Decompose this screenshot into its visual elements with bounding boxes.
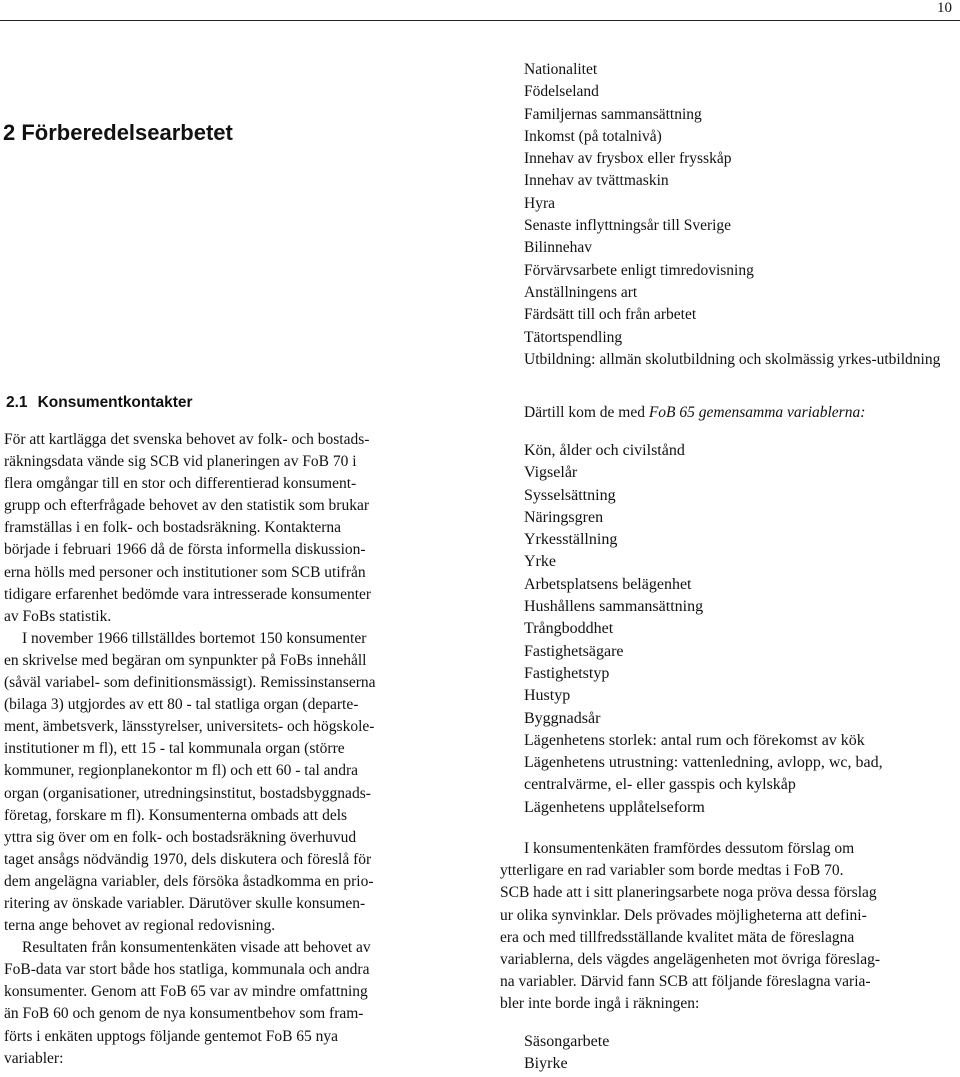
page-number: 10 [937, 0, 952, 16]
text-line: en skrivelse med begäran om synpunkter på FoBs innehåll [4, 651, 367, 669]
text-line: framställas i en folk- och bostadsräkning. Kontakterna [4, 519, 342, 537]
list-item: Senaste inflyttningsår till Sverige [524, 217, 732, 235]
text-line: flera omgångar till en stor och differentierad konsument- [4, 475, 357, 493]
text-line: ur olika synvinklar. Dels prövades möjligheterna att defini- [500, 906, 867, 924]
text-line: än FoB 60 och genom de nya konsumentbehov som fram- [4, 1005, 364, 1023]
list-item: Fastighetsägare [524, 642, 624, 660]
list-item: Näringsgren [524, 508, 604, 526]
text-line: av FoBs statistik. [4, 607, 112, 625]
text-line: ritering av önskade variabler. Därutöver skulle konsumen- [4, 894, 366, 912]
list-item: Säsongarbete [524, 1033, 610, 1050]
list-item: Innehav av tvättmaskin [524, 172, 669, 190]
intro-lead: Därtill kom de med [524, 404, 649, 421]
proposals-paragraph [500, 838, 952, 1016]
section-number: 2.1 [6, 394, 28, 411]
text-line: (såväl variabel- som definitionsmässigt). Remissinstanserna [4, 674, 376, 692]
text-line: bler inte borde ingå i räkningen: [500, 995, 700, 1013]
list-item: Familjernas sammansättning [524, 105, 702, 123]
list-item: Yrke [524, 553, 556, 571]
text-line: började i februari 1966 då de första informella diskussion- [4, 541, 366, 559]
text-line: förts i enkäten upptogs följande gentemot FoB 65 nya [4, 1027, 339, 1045]
list-item: Fastighetstyp [524, 664, 610, 682]
list-item: Anställningens art [524, 283, 638, 301]
variables-list-new [524, 59, 956, 370]
list-item: Arbetsplatsens belägenhet [524, 575, 692, 593]
list-item: Innehav av frysbox eller frysskåp [524, 150, 732, 168]
section-heading [6, 394, 193, 412]
list-item: Hyra [524, 194, 555, 212]
paragraph-3 [4, 937, 456, 1070]
text-line: variablerna, dels vägdes angelägenheten mot övriga föreslag- [500, 951, 881, 969]
common-variables-list [524, 440, 883, 819]
text-line: era och med tillfredsställande kvalitet mäta de föreslagna [500, 928, 855, 946]
list-item: Sysselsättning [524, 486, 616, 504]
text-line: konsumenter. Genom att FoB 65 var av mindre omfattning [4, 983, 368, 1001]
list-item: Bilinnehav [524, 239, 593, 257]
list-item: Yrkesställning [524, 531, 618, 549]
header-rule [0, 20, 960, 21]
list-item: Vigselår [524, 464, 578, 482]
text-line: I konsumentenkäten framfördes dessutom förslag om [524, 840, 855, 857]
list-item: Byggnadsår [524, 709, 601, 727]
text-line: yttra sig över om en folk- och bostadsräkning överhuvud [4, 828, 357, 846]
paragraph-1 [4, 429, 456, 628]
left-column [4, 429, 456, 1070]
common-variables-intro [524, 404, 865, 422]
list-item: Födelseland [524, 83, 599, 101]
text-line: grupp och efterfrågade behovet av den statistik som brukar [4, 497, 369, 515]
variable-list [524, 59, 956, 370]
text-line: Resultaten från konsumentenkäten visade att behovet av [22, 939, 371, 957]
list-item: Nationalitet [524, 61, 598, 78]
text-line: SCB hade att i sitt planeringsarbete noga pröva dessa förslag [500, 884, 877, 902]
list-item: centralvärme, el- eller gasspis och kylskåp [524, 776, 796, 794]
list-item: Färdsätt till och från arbetet [524, 306, 697, 324]
paragraph-2 [4, 628, 456, 937]
text-line: ment, ämbetsverk, länsstyrelser, universitets- och högskole- [4, 718, 375, 736]
text-line: räkningsdata vände sig SCB vid planeringen av FoB 70 i [4, 453, 357, 471]
text-line: ytterligare en rad variabler som borde medtas i FoB 70. [500, 862, 844, 880]
list-item: Hustyp [524, 687, 571, 705]
text-line: kommuner, regionplanekontor m fl) och ett 60 - tal andra [4, 762, 359, 780]
chapter-title: 2 Förberedelsearbetet [3, 120, 233, 145]
text-line: I november 1966 tillställdes bortemot 150 konsumenter [22, 629, 367, 647]
list-item: Hushållens sammansättning [524, 598, 704, 616]
text-line: dem angelägna variabler, dels försöka åstadkomma en prio- [4, 872, 374, 890]
intro-emphasis: FoB 65 gemensamma variablerna: [648, 404, 866, 421]
text-line: na variabler. Därvid fann SCB att följande föreslagna varia- [500, 973, 871, 991]
text-line: (bilaga 3) utgjordes av ett 80 - tal statliga organ (departe- [4, 696, 359, 714]
excluded-variables-list [524, 1031, 609, 1076]
list-item: Lägenhetens storlek: antal rum och förekomst av kök [524, 731, 865, 749]
list-item: Tätortspendling [524, 328, 623, 346]
text-line: taget ansågs nödvändig 1970, dels diskutera och föreslå för [4, 850, 372, 868]
list-item: Biyrke [524, 1055, 568, 1073]
text-line: erna hölls med personer och institutioner som SCB utifrån [4, 563, 366, 581]
list-item: Utbildning: allmän skolutbildning och skolmässig yrkes-utbildning [524, 350, 941, 368]
text-line: För att kartlägga det svenska behovet av folk- och bostads- [4, 431, 370, 448]
text-line: organ (organisationer, utredningsinstitut, bostadsbyggnads- [4, 784, 371, 802]
text-line: FoB-data var stort både hos statliga, kommunala och andra [4, 961, 370, 979]
section-title: Konsumentkontakter [37, 394, 193, 411]
list-item: Lägenhetens upplåtelseform [524, 798, 705, 816]
list-item: Inkomst (på totalnivå) [524, 127, 662, 145]
text-line: variabler: [4, 1049, 64, 1067]
text-line: institutioner m fl), ett 15 - tal kommunala organ (större [4, 740, 345, 758]
list-item: Förvärvsarbete enligt timredovisning [524, 261, 754, 279]
text-line: företag, forskare m fl). Konsumenterna ombads att dels [4, 806, 348, 824]
list-item: Lägenhetens utrustning: vattenledning, avlopp, wc, bad, [524, 754, 883, 772]
text-line: tidigare erfarenhet bedömde vara intresserade konsumenter [4, 585, 372, 603]
list-item: Trångboddhet [524, 620, 614, 638]
text-line: terna ange behovet av regional redovisning. [4, 917, 276, 935]
list-item: Kön, ålder och civilstånd [524, 442, 685, 459]
